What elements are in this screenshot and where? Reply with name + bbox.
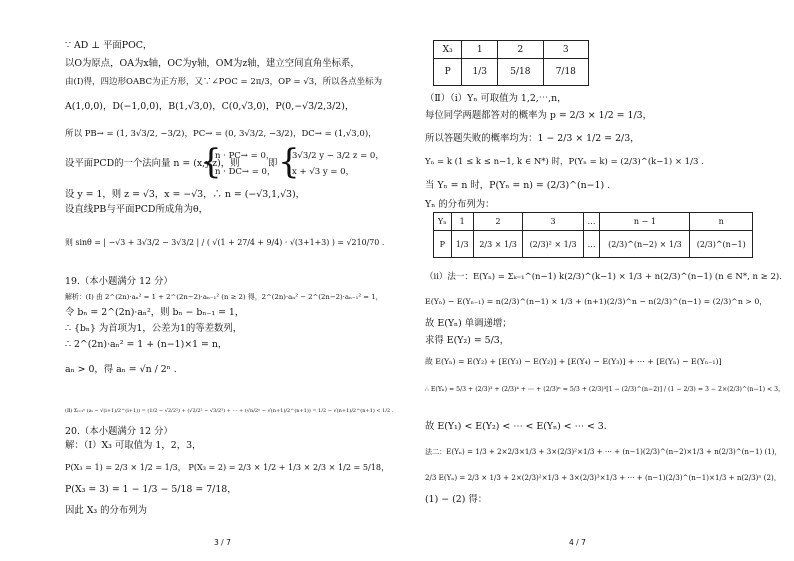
table-cell: P	[434, 59, 462, 86]
table-cell: 1	[451, 213, 473, 231]
page-number: 3 / 7	[214, 538, 231, 547]
text-line: P(X₃ = 3) = 1 − 1/3 − 5/18 = 7/18，	[65, 484, 237, 495]
brace-symbol: {	[278, 142, 300, 182]
text-line: （Ⅱ）（i）Yₙ 可取值为 1,2,⋯,n，	[425, 93, 567, 104]
brace-symbol: {	[200, 142, 222, 182]
table-cell: (2/3)^(n−1)	[690, 231, 753, 258]
equation-system-line: n · DC→ = 0，	[215, 167, 276, 177]
text-line: 2/3 E(Yₙ) = 2/3 × 1/3 + 2×(2/3)²×1/3 + 3×(2/3)³×1/3 + ⋯ + (n−1)(2/3)^(n−1)×1/3 + n(2/3)ⁿ (2)，	[425, 473, 781, 482]
table-cell: 2/3 × 1/3	[473, 231, 523, 258]
text-line: ∴ E(Yₙ) = 5/3 + (2/3)³ + (2/3)⁴ + ⋯ + (2/3)ⁿ = 5/3 + (2/3)³[1 − (2/3)^(n−2)] / (1 − 2/3) = 3 − 2×(2/3)^(n−1) < 3，	[425, 386, 785, 393]
text-line: 以O为原点，OA为x轴，OC为y轴，OM为z轴，建立空间直角坐标系，	[65, 58, 360, 69]
equation-system-line: x + √3 y = 0，	[292, 167, 355, 177]
text-line: (Ⅱ) Σᵢ₌₁ⁿ (aᵢ − √(i+1)/2^(i+1)) = (1/2 − √2/2²) + (√2/2² − √3/2³) + ⋯ + (√n/2ⁿ − √(n+1)/2^(n+1)) = 1/2 − √(n+1)/2^(n+1) < 1/2 .	[65, 408, 394, 414]
table-cell: 3	[543, 41, 588, 59]
equation-system-line: 3√3/2 y − 3/2 z = 0，	[292, 151, 384, 161]
page-4	[397, 0, 794, 561]
text-line: 求得 E(Y₂) = 5/3，	[425, 335, 510, 346]
text-line: (1) − (2) 得：	[425, 494, 488, 505]
section-heading: 20.（本小题满分 12 分）	[65, 426, 173, 437]
table-cell: 1	[462, 41, 498, 59]
text-line: 令 bₙ = 2^(2n)·aₙ²，则 bₙ − bₙ₋₁ = 1，	[65, 307, 245, 318]
text-line: 则 sinθ = | −√3 + 3√3/2 − 3√3/2 | / ( √(1 + 27/4 + 9/4) · √(3+1+3) ) = √210/70 .	[65, 238, 385, 247]
table-row	[434, 213, 753, 231]
equation-system-line: n · PC→ = 0，	[215, 151, 275, 161]
text-line: 由(Ⅰ)得，四边形OABC为正方形，又∵∠POC = 2π/3，OP = √3，所以各点坐标为	[65, 77, 383, 87]
equation-joiner: 即	[268, 158, 278, 169]
section-heading: 19.（本小题满分 12 分）	[65, 276, 173, 287]
text-line: 设 y = 1，则 z = √3，x = −√3，∴ n = (−√3,1,√3)，	[65, 189, 306, 200]
distribution-table-x3	[433, 40, 589, 86]
text-line: Yₙ = k (1 ≤ k ≤ n−1, k ∈ N*) 时，P(Yₙ = k) = (2/3)^(k−1) × 1/3 .	[425, 157, 704, 167]
distribution-table-yn	[433, 212, 753, 258]
text-line: 因此 X₃ 的分布列为	[65, 505, 148, 516]
table-cell: n	[690, 213, 753, 231]
text-line: E(Yₙ) − E(Yₙ₋₁) = n(2/3)^(n−1) × 1/3 + (n+1)(2/3)^n − n(2/3)^(n−1) = (2/3)^n > 0，	[425, 297, 768, 306]
text-line: 当 Yₙ = n 时，P(Yₙ = n) = (2/3)^(n−1) .	[425, 180, 611, 191]
table-cell: n − 1	[600, 213, 690, 231]
text-line: 每位同学两题都答对的概率为 p = 2/3 × 1/2 = 1/3，	[425, 110, 652, 121]
table-row	[434, 41, 589, 59]
page-number: 4 / 7	[569, 538, 586, 547]
table-cell: X₃	[434, 41, 462, 59]
text-line: 故 E(Yₙ) = E(Y₂) + [E(Y₃) − E(Y₂)] + [E(Y₄) − E(Y₃)] + ⋯ + [E(Yₙ) − E(Yₙ₋₁)]	[425, 357, 722, 366]
table-cell: 1/3	[451, 231, 473, 258]
text-line: ∴ {bₙ} 为首项为1，公差为1的等差数列，	[65, 323, 243, 334]
text-line: aₙ > 0，得 aₙ = √n / 2ⁿ .	[65, 364, 177, 375]
text-line: ∵ AD ⊥ 平面POC，	[65, 40, 153, 51]
table-cell: …	[583, 231, 600, 258]
table-cell: P	[434, 231, 452, 258]
text-line: 故 E(Yₙ) 单调递增；	[425, 318, 512, 329]
text-line: 解析：(Ⅰ) 由 2^(2n)·aₙ² = 1 + 2^(2n−2)·aₙ₋₁² (n ≥ 2) 得，2^(2n)·aₙ² − 2^(2n−2)·aₙ₋₁² = 1，	[65, 293, 383, 301]
table-row	[434, 59, 589, 86]
table-cell: Yₙ	[434, 213, 452, 231]
text-line: Yₙ 的分布列为：	[425, 199, 495, 210]
table-cell: 5/18	[498, 59, 543, 86]
text-line: ∴ 2^(2n)·aₙ² = 1 + (n−1)×1 = n，	[65, 339, 228, 350]
text-line: （ii）法一：E(Yₙ) = Σₖ₌₁^(n−1) k(2/3)^(k−1) × 1/3 + n(2/3)^(n−1) (n ∈ N*, n ≥ 2).	[425, 272, 782, 282]
text-line: A(1,0,0)，D(−1,0,0)，B(1,√3,0)，C(0,√3,0)，P(0,−√3/2,3/2)，	[65, 101, 355, 112]
table-cell: 3	[523, 213, 583, 231]
text-line: 解：（Ⅰ）X₃ 可取值为 1，2，3，	[65, 440, 202, 451]
text-line: 所以答题失败的概率均为：1 − 2/3 × 1/2 = 2/3，	[425, 133, 640, 144]
text-line: P(X₃ = 1) = 2/3 × 1/2 = 1/3， P(X₃ = 2) = 2/3 × 1/2 + 1/3 × 2/3 × 1/2 = 5/18，	[65, 462, 390, 472]
table-cell: …	[583, 213, 600, 231]
table-cell: 2	[498, 41, 543, 59]
text-line: 法二：E(Yₙ) = 1/3 + 2×2/3×1/3 + 3×(2/3)²×1/3 + ⋯ + (n−1)(2/3)^(n−2)×1/3 + n(2/3)^(n−1) (1)，	[425, 447, 782, 456]
table-cell: (2/3)^(n−2) × 1/3	[600, 231, 690, 258]
text-line: 设平面PCD的一个法向量 n = (x,y,z)，则	[65, 158, 240, 169]
text-line: 所以 PB→ = (1, 3√3/2, −3/2)，PC→ = (0, 3√3/2, −3/2)，DC→ = (1,√3,0)，	[65, 129, 377, 139]
table-row	[434, 231, 753, 258]
table-cell: (2/3)² × 1/3	[523, 231, 583, 258]
text-line: 设直线PB与平面PCD所成角为θ，	[65, 204, 208, 215]
table-cell: 1/3	[462, 59, 498, 86]
table-cell: 2	[473, 213, 523, 231]
table-cell: 7/18	[543, 59, 588, 86]
text-line: 故 E(Y₁) < E(Y₂) < ⋯ < E(Yₙ) < ⋯ < 3.	[425, 421, 607, 432]
